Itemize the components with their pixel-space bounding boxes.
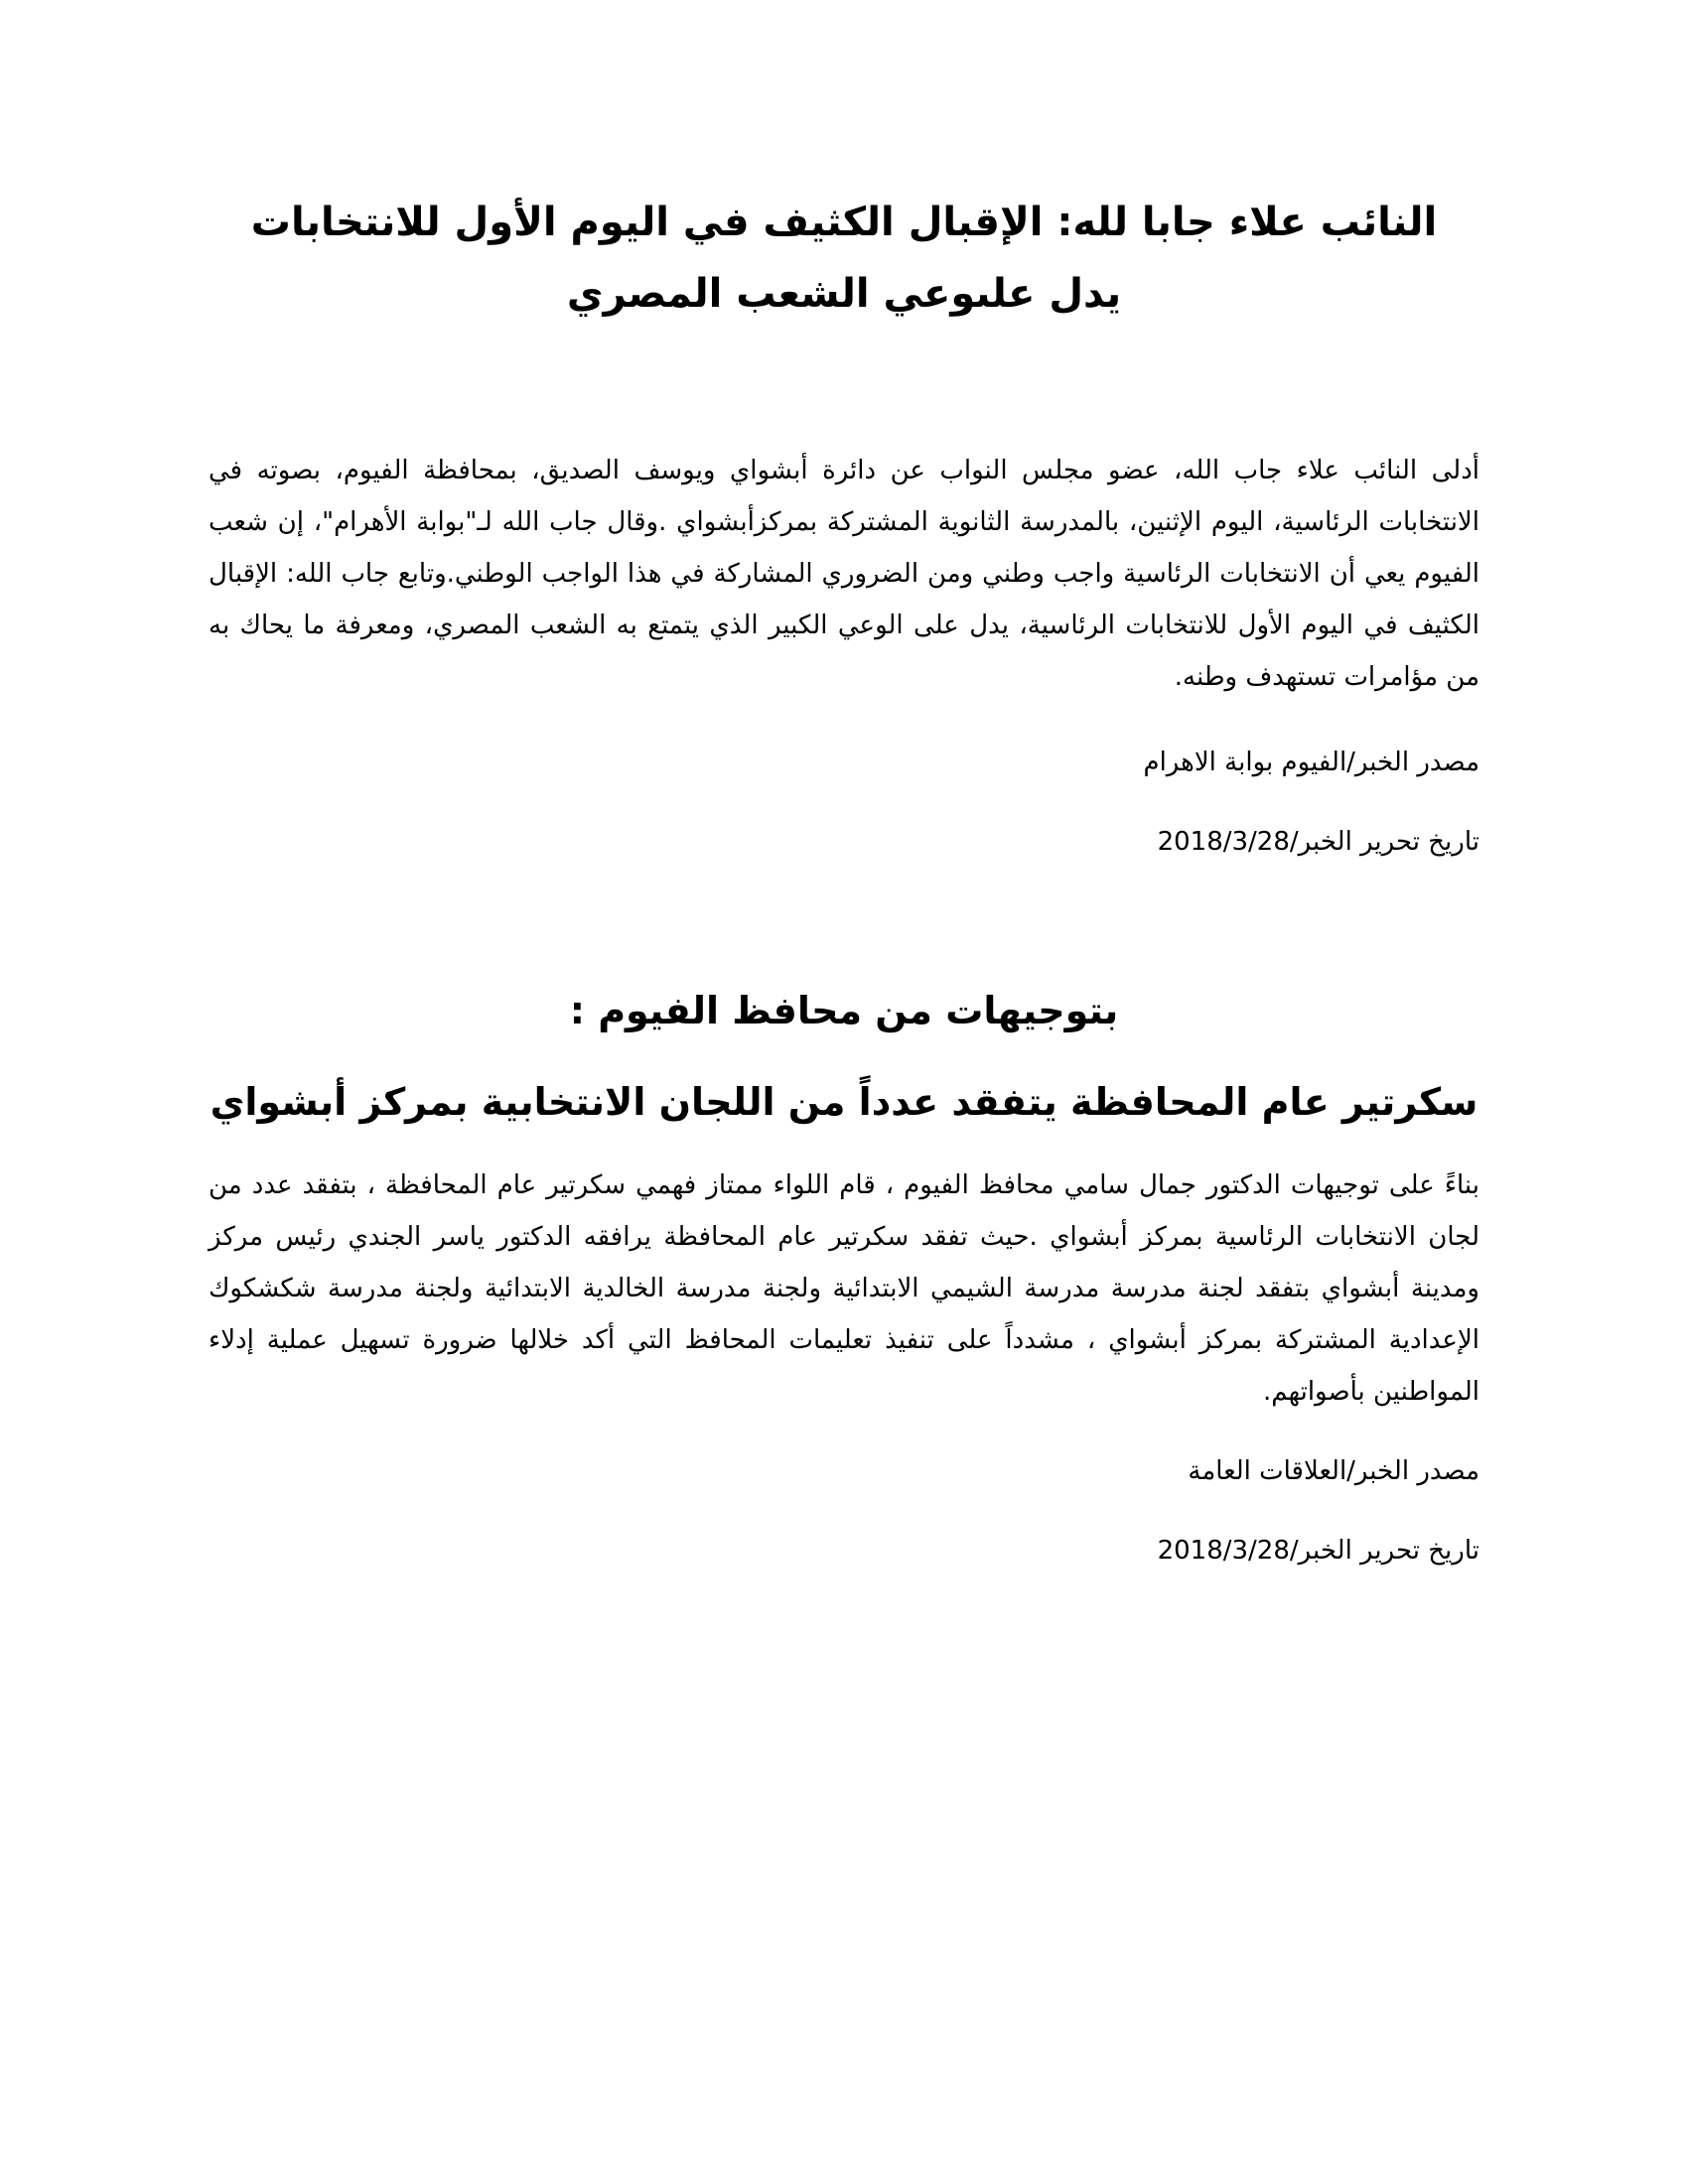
article-1-body: أدلى النائب علاء جاب الله، عضو مجلس النواب عن دائرة أبشواي ويوسف الصديق، بمحافظة الفيوم، بصوته في الانتخابات الرئاسية، اليوم الإثنين، بالمدرسة الثانوية المشتركة بمركزأبشواي .وقال جاب الله لـ"بوابة الأهرام"، إن شعب الفيوم يعي أن الانتخابات الرئاسية واجب وطني ومن الضروري المشاركة في هذا الواجب الوطني.وتابع جاب الله: الإقبال الكثيف في اليوم الأول للانتخابات الرئاسية، يدل على الوعي الكبير الذي يتمتع به الشعب المصري، ومعرفة ما يحاك به من مؤامرات تستهدف وطنه. — [209, 456, 1479, 692]
article-2-source: مصدر الخبر/العلاقات العامة — [1188, 1456, 1479, 1486]
article-2-headline: سكرتير عام المحافظة يتفقد عدداً من اللجان الانتخابية بمركز أبشواي — [210, 1080, 1478, 1124]
document-page — [209, 0, 1479, 2184]
article-1-source: مصدر الخبر/الفيوم بوابة الاهرام — [1143, 748, 1479, 777]
article-1-headline: النائب علاء جابا لله: الإقبال الكثيف في اليوم الأول للانتخابات يدل علىوعي الشعب المصري — [250, 200, 1438, 317]
article-2-date: تاريخ تحرير الخبر/2018/3/28 — [1157, 1536, 1479, 1566]
article-2-body: بناءً على توجيهات الدكتور جمال سامي محافظ الفيوم ، قام اللواء ممتاز فهمي سكرتير عام المحافظة ، بتفقد عدد من لجان الانتخابات الرئاسية بمركز أبشواي .حيث تفقد سكرتير عام المحافظة يرافقه الدكتور ياسر الجندي رئيس مركز ومدينة أبشواي بتفقد لجنة مدرسة مدرسة الشيمي الابتدائية ولجنة مدرسة الخالدية الابتدائية ولجنة مدرسة شكشكوك الإعدادية المشتركة بمركز أبشواي ، مشدداً على تنفيذ تعليمات المحافظ التي أكد خلالها ضرورة تسهيل عملية إدلاء المواطنين بأصواتهم. — [209, 1170, 1479, 1407]
article-1-date: تاريخ تحرير الخبر/2018/3/28 — [1157, 827, 1479, 857]
article-2-kicker: بتوجيهات من محافظ الفيوم : — [569, 989, 1119, 1032]
